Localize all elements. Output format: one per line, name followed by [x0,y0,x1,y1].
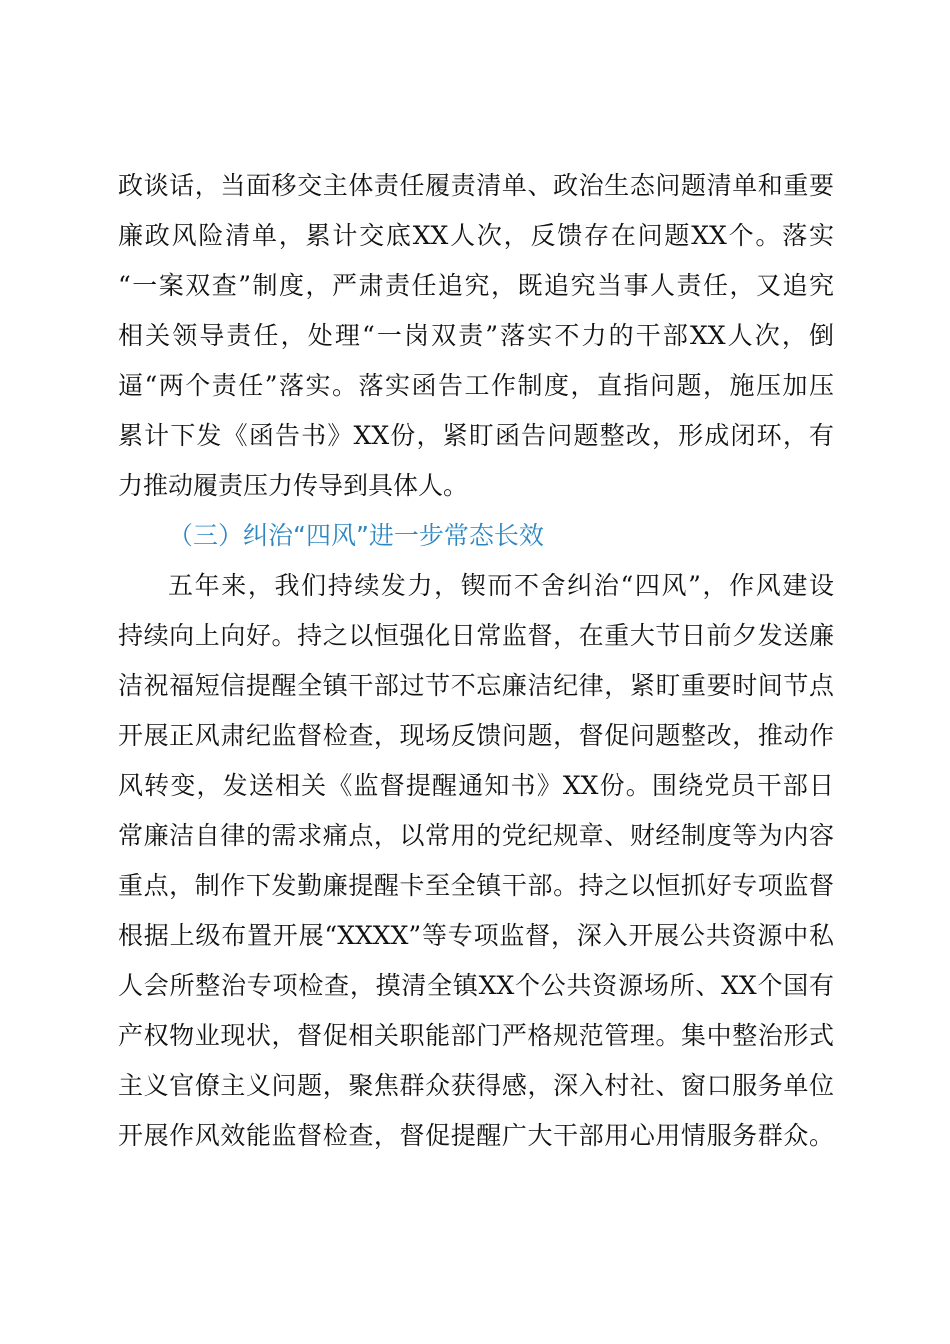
paragraph-2-line: 持续向上向好。持之以恒强化日常监督，在重大节日前夕发送廉 [118,621,834,650]
paragraph-1-line: 力推动履责压力传导到具体人。 [118,471,469,500]
paragraph-2-line: 产权物业现状，督促相关职能部门严格规范管理。集中整治形式 [118,1021,834,1050]
paragraph-1 [118,161,834,511]
paragraph-2-line: 重点，制作下发勤廉提醒卡至全镇干部。持之以恒抓好专项监督 [118,871,834,900]
paragraph-2-line: 开展正风肃纪监督检查，现场反馈问题，督促问题整改，推动作 [118,721,834,750]
paragraph-2-line: 常廉洁自律的需求痛点，以常用的党纪规章、财经制度等为内容 [118,821,834,850]
paragraph-1-line: 廉政风险清单，累计交底XX人次，反馈存在问题XX个。落实 [118,221,834,250]
paragraph-2-line: 洁祝福短信提醒全镇干部过节不忘廉洁纪律，紧盯重要时间节点 [118,671,834,700]
paragraph-1-line: “一案双查”制度，严肃责任追究，既追究当事人责任，又追究 [118,271,834,300]
paragraph-1-line: 政谈话，当面移交主体责任履责清单、政治生态问题清单和重要 [118,171,834,200]
paragraph-2-line: 根据上级布置开展“XXXX”等专项监督，深入开展公共资源中私 [118,921,834,950]
paragraph-1-line: 相关领导责任，处理“一岗双责”落实不力的干部XX人次，倒 [118,321,834,350]
paragraph-1-line: 逼“两个责任”落实。落实函告工作制度，直指问题，施压加压 [118,371,834,400]
section-heading: （三）纠治“四风”进一步常态长效 [168,521,544,550]
paragraph-1-line: 累计下发《函告书》XX份，紧盯函告问题整改，形成闭环，有 [118,421,834,450]
paragraph-2 [118,561,834,1161]
paragraph-2-line: 开展作风效能监督检查，督促提醒广大干部用心用情服务群众。 [118,1121,834,1150]
paragraph-2-line: 主义官僚主义问题，聚焦群众获得感，深入村社、窗口服务单位 [118,1071,834,1100]
paragraph-2-line: 人会所整治专项检查，摸清全镇XX个公共资源场所、XX个国有 [118,971,834,1000]
paragraph-2-line: 风转变，发送相关《监督提醒通知书》XX份。围绕党员干部日 [118,771,834,800]
paragraph-2-line: 五年来，我们持续发力，锲而不舍纠治“四风”，作风建设 [168,571,834,600]
